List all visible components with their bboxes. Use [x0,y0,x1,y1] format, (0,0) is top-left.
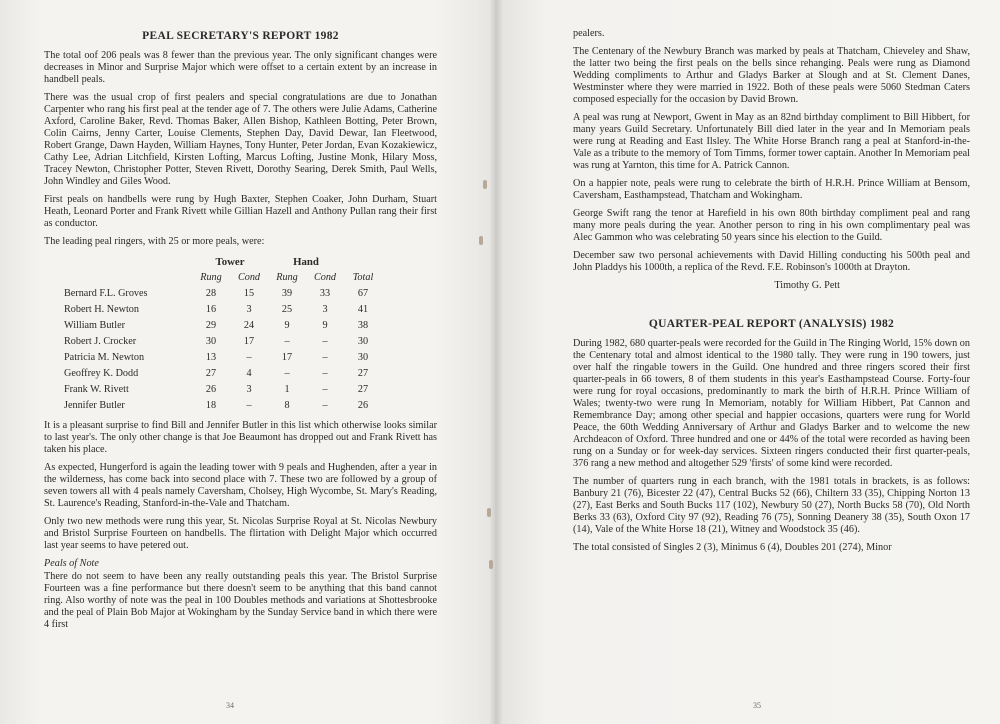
paragraph: It is a pleasant surprise to find Bill and Jennifer Butler in this list which otherwise looks similar to last year's. The only other change is that Joe Beaumont has dropped out and Frank Rivett has taken his place. [44,420,437,455]
right-page [495,0,1000,724]
table-cell: 27 [357,384,369,395]
paragraph: December saw two personal achievements with David Hilling conducting his 500th peal and John Pladdys his 1000th, a replica of the Revd. F.E. Robinson's 1000th at Drayton. [573,250,970,273]
table-row [64,334,382,350]
table-cell: 18 [205,400,217,411]
leading-ringers-table [64,254,382,414]
paragraph: The total oof 206 peals was 8 fewer than the previous year. The only significant changes were decreases in Minor and Surprise Major which were offset to a certain extent by an increase in handbell peals. [44,50,437,85]
table-cell: 29 [205,320,217,331]
table-row [64,318,382,334]
paragraph: As expected, Hungerford is again the leading tower with 9 peals and Hughenden, after a year in the wilderness, has come back into second place with 7. These two are followed by a group of seven towers all with 4 peals namely Caversham, Cholsey, High Wycombe, St. Mary's Reading, St. Laurence's Reading, Stanford-in-the-Vale and Thatcham. [44,462,437,509]
table-cell: 3 [246,304,252,315]
page-number: 34 [226,701,234,710]
ringer-name: Frank W. Rivett [64,384,129,395]
ringer-name: Robert J. Crocker [64,336,137,347]
column-header: Cond [313,272,337,283]
table-cell: 3 [246,384,252,395]
paragraph: The leading peal ringers, with 25 or more peals, were: [44,236,265,247]
table-cell: – [284,336,290,347]
paper-mark [483,180,487,189]
table-group-header-row [64,254,382,270]
group-header-hand: Hand [293,256,319,268]
table-cell: 26 [357,400,369,411]
table-cell: 26 [205,384,217,395]
table-cell: 27 [205,368,217,379]
table-cell: 30 [205,336,217,347]
table-cell: 39 [281,288,293,299]
table-cell: 3 [322,304,328,315]
table-cell: 17 [243,336,255,347]
quarter-peal-report-title: QUARTER-PEAL REPORT (ANALYSIS) 1982 [648,318,895,330]
paragraph: First peals on handbells were rung by Hugh Baxter, Stephen Coaker, John Durham, Stuart Heath, Leonard Porter and Frank Rivett while Gillian Hazell and Anthony Pullan rang their first as conductor. [44,194,437,229]
table-cell: 67 [357,288,369,299]
table-cell: 30 [357,352,369,363]
table-cell: 9 [284,320,290,331]
table-cell: 16 [205,304,217,315]
table-cell: 24 [243,320,255,331]
paragraph: On a happier note, peals were rung to celebrate the birth of H.R.H. Prince William at Bensom, Caversham, Easthampstead, Thatcham and Wokingham. [573,178,970,201]
table-cell: 17 [281,352,293,363]
column-header: Rung [276,272,298,283]
paragraph: There do not seem to have been any really outstanding peals this year. The Bristol Surprise Fourteen was a fine performance but there doesn't seem to be anything that this band cannot ring. Also worthy of note was the peal in 100 Doubles methods and variations at Shottesbrooke and the peal of Plain Bob Major at Wokingham by the Sunday Service band in which there were 4 first [44,571,437,630]
table-cell: – [322,368,328,379]
paragraph: A peal was rung at Newport, Gwent in May as an 82nd birthday compliment to Bill Hibbert, for many years Guild Secretary. Unfortunately Bill died later in the year and In Memoriam peals were rung at Reading and East Ilsley. The White Horse Branch rang a peal at Stanford-in-the-Vale as a tribute to the memory of Tom Timms, former tower captain. Another In Memoriam peal was rung at Yarnton, this time for A. Patrick Cannon. [573,112,970,171]
ringer-name: Robert H. Newton [64,304,139,315]
peal-report-title: PEAL SECRETARY'S REPORT 1982 [142,30,339,42]
table-row [64,350,382,366]
table-cell: 33 [319,288,331,299]
column-header: Total [352,272,374,283]
subheading-peals-of-note: Peals of Note [44,558,99,569]
table-cell: 28 [205,288,217,299]
paper-mark [489,560,493,569]
ringer-name: Bernard F.L. Groves [64,288,148,299]
table-row [64,302,382,318]
paragraph: There was the usual crop of first pealers and special congratulations are due to Jonathan Carpenter who rang his first peal at the tender age of 7. The others were Julie Adams, Catherine Axford, Caroline Baker, Revd. Thomas Baker, Allen Bishop, Kathleen Botting, Peter Brown, Colin Cairns, Jenny Carter, Louise Clements, Stephen Day, David Dewar, Ian Fleetwood, Robert Grange, Dawn Hayden, William Haynes, Tony Hunter, Peter Jordan, Evan Kozakiewicz, Cathy Lee, Adrian Litchfield, Kirsten Lofting, Marcus Lofting, Justine Monk, Hilary Moss, Tracey Newton, Christopher Potter, Steven Rivett, Dorothy Searing, Derek Smith, Paul Wells, John Windley and Giles Wood. [44,92,437,187]
paragraph: The Centenary of the Newbury Branch was marked by peals at Thatcham, Chieveley and Shaw, the latter two being the first peals on the bells since rehanging. Peals were rung as Diamond Wedding compliments to Arthur and Gladys Barker at Slough and at St. Clement Danes, Westminster where they were married in 1922. Both of these peals were 5060 Stedman Caters composed especially for the occasion by David Brown. [573,46,970,105]
paragraph: The number of quarters rung in each branch, with the 1981 totals in brackets, is as follows: Banbury 21 (76), Bicester 22 (47), Central Bucks 52 (66), Chiltern 33 (35), Chipping Norton 13 (27), East Berks and South Bucks 117 (102), Newbury 50 (27), North Bucks 58 (70), Old North Berks 33 (63), Oxford City 97 (92), Reading 76 (75), Sonning Deanery 38 (35), South Oxon 17 (14), Vale of the White Horse 18 (21), Witney and Woodstock 35 (46). [573,476,970,535]
table-row [64,382,382,398]
group-header-tower: Tower [215,256,245,268]
page-number: 35 [753,701,761,710]
table-cell: – [322,336,328,347]
table-cell: – [284,368,290,379]
table-cell: 1 [284,384,290,395]
column-header: Rung [200,272,222,283]
table-cell: 27 [357,368,369,379]
table-cell: 13 [205,352,217,363]
table-cell: 9 [322,320,328,331]
table-cell: 4 [246,368,252,379]
paper-mark [487,508,491,517]
table-row [64,366,382,382]
ringer-name: William Butler [64,320,125,331]
table-cell: 30 [357,336,369,347]
table-cell: – [322,400,328,411]
table-cell: 41 [357,304,369,315]
column-header: Cond [237,272,261,283]
paragraph: George Swift rang the tenor at Harefield in his own 80th birthday compliment peal and rang many more peals during the year. Another person to ring in his own complimentary peal was Alec Gammon who was celebrating 50 years since his election to the Guild. [573,208,970,243]
paragraph: pealers. [573,28,605,39]
table-cell: 25 [281,304,293,315]
left-page [0,0,495,724]
table-cell: – [322,352,328,363]
paragraph: Only two new methods were rung this year, St. Nicolas Surprise Royal at St. Nicolas Newbury and Bristol Surprise Fourteen on handbells. The flirtation with Delight Major which occurred last year seems to have petered out. [44,516,437,551]
paper-mark [479,236,483,245]
book-gutter [490,0,502,724]
ringer-name: Jennifer Butler [64,400,125,411]
paragraph: During 1982, 680 quarter-peals were recorded for the Guild in The Ringing World, 15% down on the Centenary total and almost identical to the 1980 tally. They were rung in 190 towers, just over half the ringable towers in the Guild. One hundred and three ringers scored their first quarter-peals in 66 towers, 8 of them students in this year's Easthampstead Course. Forty-four were rung for royal occasions, predominantly to mark the birth of H.R.H. Prince William of Wales; twenty-two were rung In Memoriam, notably for William Hibbert, Pat Cannon and Remembrance Day; among other special and happier occasions, quarters were rung for World Peace, the 60th Wedding Anniversary of Arthur and Gladys Barker and to welcome the new Archdeacon of Oxford. Three hundred and one or 44% of the total were recorded as having been rung on a Sunday or for week-day services. Sixteen ringers conducted their first quarter-peals, 376 rang a new method and altogether 529 'firsts' of some kind were recorded. [573,338,970,469]
paragraph: The total consisted of Singles 2 (3), Minimus 6 (4), Doubles 201 (274), Minor [573,542,892,553]
ringer-name: Geoffrey K. Dodd [64,368,139,379]
table-cell: – [246,352,252,363]
ringer-name: Patricia M. Newton [64,352,145,363]
table-cell: 8 [284,400,290,411]
table-cell: 15 [243,288,255,299]
table-column-header-row [64,270,382,286]
table-cell: 38 [357,320,369,331]
table-row [64,398,382,414]
table-cell: – [246,400,252,411]
table-row [64,286,382,302]
table-cell: – [322,384,328,395]
signature: Timothy G. Pett [774,280,840,291]
